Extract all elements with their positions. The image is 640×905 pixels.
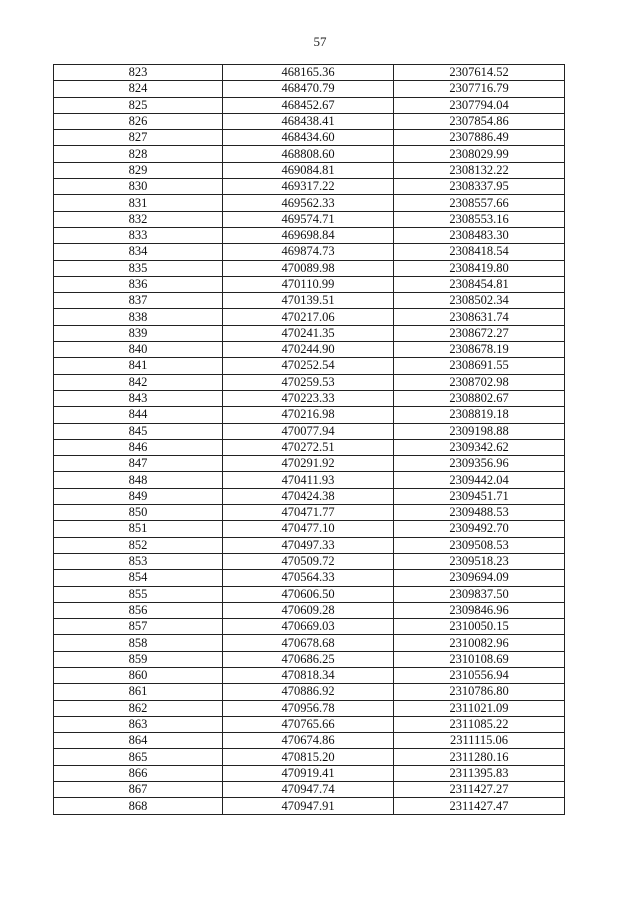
y-coordinate-cell: 2308819.18 (394, 407, 565, 423)
table-row (54, 765, 565, 781)
table-row (54, 586, 565, 602)
x-coordinate-cell: 468165.36 (223, 65, 394, 81)
x-coordinate-cell: 469562.33 (223, 195, 394, 211)
table-row (54, 276, 565, 292)
table-row (54, 553, 565, 569)
point-number-cell: 868 (54, 798, 223, 814)
point-number-cell: 844 (54, 407, 223, 423)
table-row (54, 407, 565, 423)
y-coordinate-cell: 2309846.96 (394, 602, 565, 618)
page-number: 57 (313, 34, 327, 49)
x-coordinate-cell: 470223.33 (223, 390, 394, 406)
point-number-cell: 866 (54, 765, 223, 781)
y-coordinate-cell: 2311085.22 (394, 716, 565, 732)
y-coordinate-cell: 2309356.96 (394, 456, 565, 472)
y-coordinate-cell: 2308454.81 (394, 276, 565, 292)
y-coordinate-cell: 2309488.53 (394, 505, 565, 521)
x-coordinate-cell: 469317.22 (223, 179, 394, 195)
x-coordinate-cell: 470956.78 (223, 700, 394, 716)
y-coordinate-cell: 2308702.98 (394, 374, 565, 390)
point-number-cell: 856 (54, 602, 223, 618)
point-number-cell: 829 (54, 162, 223, 178)
x-coordinate-cell: 468808.60 (223, 146, 394, 162)
y-coordinate-cell: 2310786.80 (394, 684, 565, 700)
y-coordinate-cell: 2307886.49 (394, 130, 565, 146)
point-number-cell: 849 (54, 488, 223, 504)
x-coordinate-cell: 470947.74 (223, 782, 394, 798)
table-row (54, 179, 565, 195)
coordinates-table-body (54, 65, 565, 815)
y-coordinate-cell: 2310556.94 (394, 667, 565, 683)
table-row (54, 488, 565, 504)
table-row (54, 146, 565, 162)
point-number-cell: 833 (54, 227, 223, 243)
point-number-cell: 842 (54, 374, 223, 390)
table-row (54, 358, 565, 374)
y-coordinate-cell: 2307794.04 (394, 97, 565, 113)
table-row (54, 472, 565, 488)
x-coordinate-cell: 470217.06 (223, 309, 394, 325)
table-row (54, 439, 565, 455)
x-coordinate-cell: 470424.38 (223, 488, 394, 504)
point-number-cell: 836 (54, 276, 223, 292)
table-row (54, 162, 565, 178)
x-coordinate-cell: 469084.81 (223, 162, 394, 178)
table-row (54, 782, 565, 798)
x-coordinate-cell: 470244.90 (223, 342, 394, 358)
point-number-cell: 843 (54, 390, 223, 406)
x-coordinate-cell: 470110.99 (223, 276, 394, 292)
y-coordinate-cell: 2311395.83 (394, 765, 565, 781)
y-coordinate-cell: 2309342.62 (394, 439, 565, 455)
y-coordinate-cell: 2308691.55 (394, 358, 565, 374)
table-row (54, 113, 565, 129)
y-coordinate-cell: 2308553.16 (394, 211, 565, 227)
y-coordinate-cell: 2308029.99 (394, 146, 565, 162)
x-coordinate-cell: 470947.91 (223, 798, 394, 814)
y-coordinate-cell: 2309508.53 (394, 537, 565, 553)
table-row (54, 390, 565, 406)
point-number-cell: 826 (54, 113, 223, 129)
point-number-cell: 839 (54, 325, 223, 341)
y-coordinate-cell: 2309518.23 (394, 553, 565, 569)
x-coordinate-cell: 470259.53 (223, 374, 394, 390)
point-number-cell: 841 (54, 358, 223, 374)
x-coordinate-cell: 470674.86 (223, 733, 394, 749)
table-row (54, 260, 565, 276)
point-number-cell: 835 (54, 260, 223, 276)
x-coordinate-cell: 470216.98 (223, 407, 394, 423)
point-number-cell: 837 (54, 293, 223, 309)
table-row (54, 309, 565, 325)
x-coordinate-cell: 470815.20 (223, 749, 394, 765)
x-coordinate-cell: 470669.03 (223, 619, 394, 635)
point-number-cell: 860 (54, 667, 223, 683)
table-row (54, 537, 565, 553)
point-number-cell: 828 (54, 146, 223, 162)
table-row (54, 423, 565, 439)
y-coordinate-cell: 2309694.09 (394, 570, 565, 586)
point-number-cell: 831 (54, 195, 223, 211)
point-number-cell: 823 (54, 65, 223, 81)
x-coordinate-cell: 470818.34 (223, 667, 394, 683)
x-coordinate-cell: 470471.77 (223, 505, 394, 521)
y-coordinate-cell: 2311115.06 (394, 733, 565, 749)
y-coordinate-cell: 2308678.19 (394, 342, 565, 358)
x-coordinate-cell: 470686.25 (223, 651, 394, 667)
table-row (54, 456, 565, 472)
table-row (54, 293, 565, 309)
table-row (54, 733, 565, 749)
y-coordinate-cell: 2309451.71 (394, 488, 565, 504)
x-coordinate-cell: 470497.33 (223, 537, 394, 553)
point-number-cell: 863 (54, 716, 223, 732)
x-coordinate-cell: 469698.84 (223, 227, 394, 243)
y-coordinate-cell: 2308802.67 (394, 390, 565, 406)
y-coordinate-cell: 2309837.50 (394, 586, 565, 602)
y-coordinate-cell: 2311280.16 (394, 749, 565, 765)
y-coordinate-cell: 2308631.74 (394, 309, 565, 325)
point-number-cell: 824 (54, 81, 223, 97)
table-row (54, 684, 565, 700)
table-row (54, 602, 565, 618)
x-coordinate-cell: 470272.51 (223, 439, 394, 455)
table-row (54, 505, 565, 521)
x-coordinate-cell: 470509.72 (223, 553, 394, 569)
y-coordinate-cell: 2309198.88 (394, 423, 565, 439)
point-number-cell: 834 (54, 244, 223, 260)
x-coordinate-cell: 470609.28 (223, 602, 394, 618)
x-coordinate-cell: 470252.54 (223, 358, 394, 374)
point-number-cell: 854 (54, 570, 223, 586)
table-row (54, 65, 565, 81)
point-number-cell: 847 (54, 456, 223, 472)
table-row (54, 244, 565, 260)
table-row (54, 195, 565, 211)
table-row (54, 570, 565, 586)
point-number-cell: 859 (54, 651, 223, 667)
point-number-cell: 850 (54, 505, 223, 521)
table-row (54, 749, 565, 765)
point-number-cell: 853 (54, 553, 223, 569)
x-coordinate-cell: 470765.66 (223, 716, 394, 732)
point-number-cell: 855 (54, 586, 223, 602)
point-number-cell: 862 (54, 700, 223, 716)
point-number-cell: 845 (54, 423, 223, 439)
table-row (54, 716, 565, 732)
point-number-cell: 865 (54, 749, 223, 765)
y-coordinate-cell: 2308483.30 (394, 227, 565, 243)
x-coordinate-cell: 468452.67 (223, 97, 394, 113)
x-coordinate-cell: 468470.79 (223, 81, 394, 97)
y-coordinate-cell: 2308502.34 (394, 293, 565, 309)
table-row (54, 97, 565, 113)
y-coordinate-cell: 2310050.15 (394, 619, 565, 635)
x-coordinate-cell: 469874.73 (223, 244, 394, 260)
table-row (54, 130, 565, 146)
x-coordinate-cell: 470919.41 (223, 765, 394, 781)
x-coordinate-cell: 470411.93 (223, 472, 394, 488)
y-coordinate-cell: 2311021.09 (394, 700, 565, 716)
point-number-cell: 846 (54, 439, 223, 455)
y-coordinate-cell: 2307614.52 (394, 65, 565, 81)
table-row (54, 798, 565, 814)
table-row (54, 521, 565, 537)
table-row (54, 227, 565, 243)
x-coordinate-cell: 469574.71 (223, 211, 394, 227)
table-row (54, 700, 565, 716)
table-row (54, 81, 565, 97)
point-number-cell: 864 (54, 733, 223, 749)
point-number-cell: 867 (54, 782, 223, 798)
point-number-cell: 851 (54, 521, 223, 537)
y-coordinate-cell: 2308337.95 (394, 179, 565, 195)
point-number-cell: 825 (54, 97, 223, 113)
point-number-cell: 838 (54, 309, 223, 325)
x-coordinate-cell: 470291.92 (223, 456, 394, 472)
y-coordinate-cell: 2309492.70 (394, 521, 565, 537)
point-number-cell: 852 (54, 537, 223, 553)
x-coordinate-cell: 468434.60 (223, 130, 394, 146)
point-number-cell: 848 (54, 472, 223, 488)
coordinates-table (53, 64, 565, 815)
y-coordinate-cell: 2307716.79 (394, 81, 565, 97)
point-number-cell: 861 (54, 684, 223, 700)
y-coordinate-cell: 2311427.47 (394, 798, 565, 814)
y-coordinate-cell: 2310108.69 (394, 651, 565, 667)
x-coordinate-cell: 470606.50 (223, 586, 394, 602)
table-row (54, 635, 565, 651)
y-coordinate-cell: 2311427.27 (394, 782, 565, 798)
point-number-cell: 832 (54, 211, 223, 227)
table-row (54, 667, 565, 683)
x-coordinate-cell: 470077.94 (223, 423, 394, 439)
x-coordinate-cell: 468438.41 (223, 113, 394, 129)
y-coordinate-cell: 2307854.86 (394, 113, 565, 129)
point-number-cell: 857 (54, 619, 223, 635)
y-coordinate-cell: 2308418.54 (394, 244, 565, 260)
y-coordinate-cell: 2310082.96 (394, 635, 565, 651)
y-coordinate-cell: 2309442.04 (394, 472, 565, 488)
point-number-cell: 840 (54, 342, 223, 358)
table-row (54, 211, 565, 227)
y-coordinate-cell: 2308132.22 (394, 162, 565, 178)
table-row (54, 325, 565, 341)
table-row (54, 651, 565, 667)
y-coordinate-cell: 2308672.27 (394, 325, 565, 341)
x-coordinate-cell: 470678.68 (223, 635, 394, 651)
table-row (54, 342, 565, 358)
point-number-cell: 858 (54, 635, 223, 651)
y-coordinate-cell: 2308557.66 (394, 195, 565, 211)
table-row (54, 619, 565, 635)
y-coordinate-cell: 2308419.80 (394, 260, 565, 276)
x-coordinate-cell: 470089.98 (223, 260, 394, 276)
x-coordinate-cell: 470886.92 (223, 684, 394, 700)
x-coordinate-cell: 470241.35 (223, 325, 394, 341)
x-coordinate-cell: 470139.51 (223, 293, 394, 309)
x-coordinate-cell: 470477.10 (223, 521, 394, 537)
point-number-cell: 830 (54, 179, 223, 195)
point-number-cell: 827 (54, 130, 223, 146)
table-row (54, 374, 565, 390)
x-coordinate-cell: 470564.33 (223, 570, 394, 586)
